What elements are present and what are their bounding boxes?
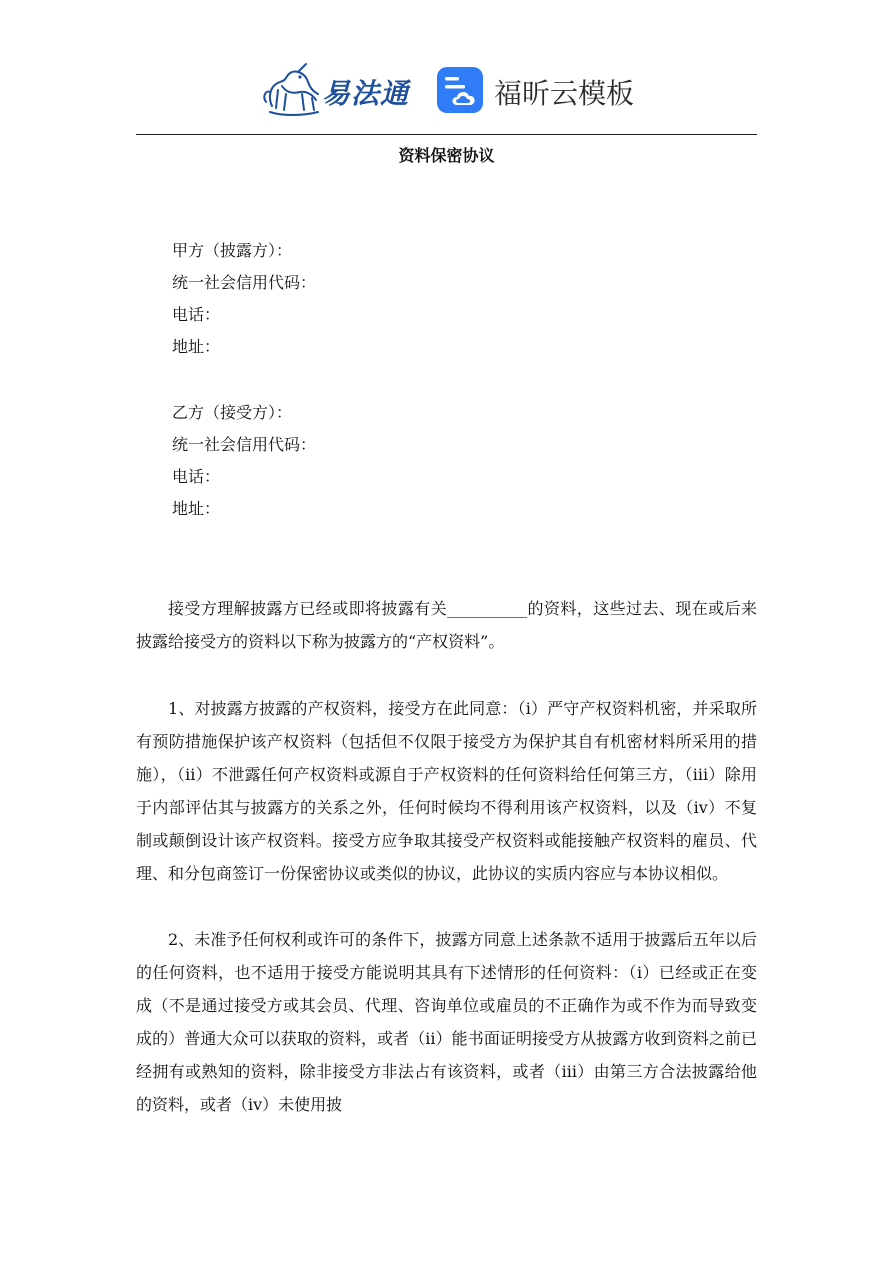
logo-yifatong-text: 易法通: [322, 77, 410, 110]
party-b-address-label: 地址：: [172, 499, 221, 518]
header-divider: [136, 134, 757, 135]
party-b-phone-label: 电话：: [172, 467, 221, 486]
clause-1-block: [136, 692, 757, 890]
intro-paragraph: 接受方理解披露方已经或即将披露有关__________的资料，这些过去、现在或后来披露给接受方的资料以下称为披露方的“产权资料”。: [136, 599, 757, 651]
document-title: 资料保密协议: [398, 146, 495, 165]
party-b-credit-code-label: 统一社会信用代码：: [172, 435, 317, 454]
party-a-credit-code-label: 统一社会信用代码：: [172, 273, 317, 292]
party-a-phone-label: 电话：: [172, 305, 221, 324]
clause-2-paragraph: 2、未准予任何权利或许可的条件下，披露方同意上述条款不适用于披露后五年以后的任何资料，也不适用于接受方能说明其具有下述情形的任何资料：（i）已经或正在变成（不是通过接受方或其会员、代理、咨询单位或雇员的不正确作为或不作为而导致变成的）普通大众可以获取的资料，或者（ii）能书面证明接受方从披露方收到资料之前已经拥有或熟知的资料，除非接受方非法占有该资料，或者（iii）由第三方合法披露给他的资料，或者（iv）未使用披: [136, 930, 757, 1114]
party-a-block: [172, 235, 316, 363]
intro-paragraph-block: [136, 592, 757, 658]
header-logos: [0, 60, 893, 120]
party-a-address-label: 地址：: [172, 337, 221, 356]
party-b-role: 乙方（接受方）：: [172, 403, 293, 422]
party-b-block: [172, 397, 316, 525]
cloud-doc-icon: [435, 65, 485, 115]
logo-foxit-template-text: 福昕云模板: [494, 77, 635, 110]
party-a-role: 甲方（披露方）：: [172, 241, 293, 260]
clause-1-paragraph: 1、对披露方披露的产权资料，接受方在此同意：（i）严守产权资料机密，并采取所有预防措施保护该产权资料（包括但不仅限于接受方为保护其自有机密材料所采用的措施），（ii）不泄露任何产权资料或源自于产权资料的任何资料给任何第三方，（iii）除用于内部评估其与披露方的关系之外，任何时候均不得利用该产权资料，以及（iv）不复制或颠倒设计该产权资料。接受方应争取其接受产权资料或能接触产权资料的雇员、代理、和分包商签订一份保密协议或类似的协议，此协议的实质内容应与本协议相似。: [136, 699, 757, 883]
clause-2-block: [136, 923, 757, 1121]
